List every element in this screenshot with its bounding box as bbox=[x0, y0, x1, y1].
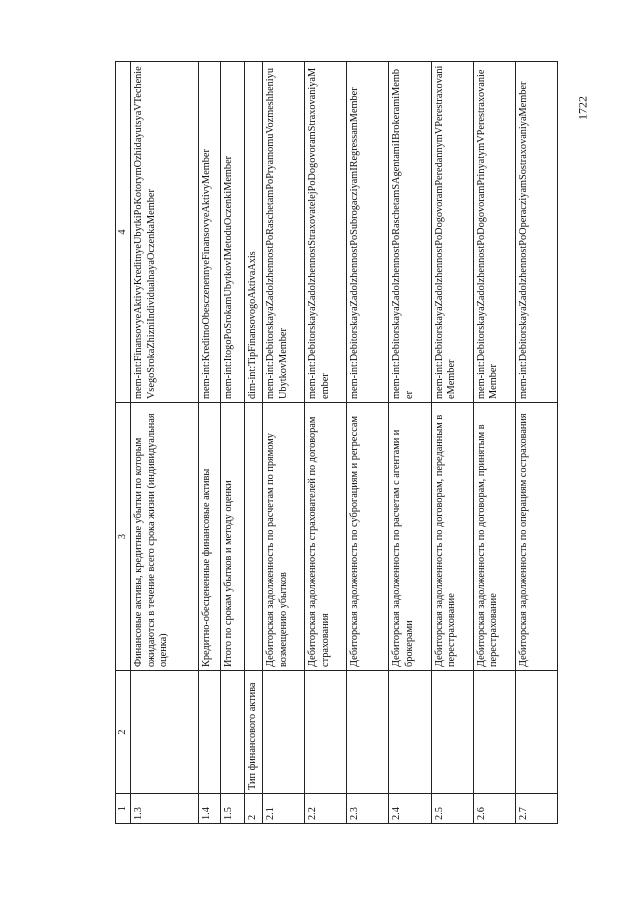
row-code-cell: mem-int:DebitorskayaZadolzhennostPoOperacziyamSostraxovaniyaMember bbox=[515, 62, 557, 403]
row-number-cell: 1.3 bbox=[131, 794, 199, 824]
row-code-cell: mem-int:DebitorskayaZadolzhennostPoRaschetamPoPryamomuVozmeshheniyuUbytkovMember bbox=[263, 62, 305, 403]
table-row bbox=[263, 62, 305, 824]
row-code-cell: mem-int:ItogoPoSrokamUbytkovIMetoduOczenkiMember bbox=[220, 62, 245, 403]
row-description-cell: Дебиторская задолженность по суброгациям и регрессам bbox=[347, 403, 389, 671]
row-description-cell: Дебиторская задолженность по договорам, переданным в перестрахование bbox=[431, 403, 473, 671]
row-number-cell: 2.5 bbox=[431, 794, 473, 824]
row-group-cell bbox=[220, 671, 245, 794]
row-number-cell: 2.7 bbox=[515, 794, 557, 824]
table-row bbox=[305, 62, 347, 824]
header-col-1: 1 bbox=[116, 794, 131, 824]
table-row bbox=[431, 62, 473, 824]
row-description-cell: Итого по срокам убытков и методу оценки bbox=[220, 403, 245, 671]
row-group-cell bbox=[263, 671, 305, 794]
row-number-cell: 2 bbox=[245, 794, 263, 824]
row-description-cell: Дебиторская задолженность по операциям сострахования bbox=[515, 403, 557, 671]
header-row bbox=[116, 62, 131, 824]
row-description-cell: Кредитно-обесцененные финансовые активы bbox=[199, 403, 221, 671]
table-row bbox=[199, 62, 221, 824]
row-group-cell bbox=[515, 671, 557, 794]
row-number-cell: 1.5 bbox=[220, 794, 245, 824]
row-number-cell: 2.4 bbox=[389, 794, 431, 824]
row-code-cell: mem-int:DebitorskayaZadolzhennostPoRaschetamSAgentamiIBrokeramiMember bbox=[389, 62, 431, 403]
row-description-cell: Дебиторская задолженность страхователей по договорам страхования bbox=[305, 403, 347, 671]
row-code-cell: mem-int:DebitorskayaZadolzhennostPoDogovoramPrinyatymVPerestraxovanieMember bbox=[473, 62, 515, 403]
row-code-cell: mem-int:DebitorskayaZadolzhennostPoSubrogacziyamIRegressamMember bbox=[347, 62, 389, 403]
table-row bbox=[347, 62, 389, 824]
row-group-cell bbox=[347, 671, 389, 794]
table-row bbox=[473, 62, 515, 824]
row-description-cell: Дебиторская задолженность по договорам, принятым в перестрахование bbox=[473, 403, 515, 671]
row-number-cell: 2.1 bbox=[263, 794, 305, 824]
row-number-cell: 2.6 bbox=[473, 794, 515, 824]
row-group-cell bbox=[131, 671, 199, 794]
header-col-3: 3 bbox=[116, 403, 131, 671]
row-group-cell bbox=[389, 671, 431, 794]
row-group-cell bbox=[431, 671, 473, 794]
row-group-cell bbox=[473, 671, 515, 794]
row-number-cell: 1.4 bbox=[199, 794, 221, 824]
header-col-2: 2 bbox=[116, 671, 131, 794]
table-row bbox=[220, 62, 245, 824]
table-row bbox=[245, 62, 263, 824]
rotated-table-container bbox=[115, 62, 558, 824]
row-code-cell: mem-int:KreditnoObesczenennyeFinansovyeAktivyMember bbox=[199, 62, 221, 403]
row-description-cell: Финансовые активы, кредитные убытки по которым ожидаются в течение всего срока жизни (индивидуальная оценка) bbox=[131, 403, 199, 671]
row-number-cell: 2.3 bbox=[347, 794, 389, 824]
row-group-cell bbox=[305, 671, 347, 794]
row-description-cell: Дебиторская задолженность по расчетам по прямому возмещению убытков bbox=[263, 403, 305, 671]
row-code-cell: mem-int:DebitorskayaZadolzhennostPoDogovoramPeredannymVPerestraxovanieMember bbox=[431, 62, 473, 403]
row-code-cell: mem-int:FinansovyeAktivyKreditnyeUbytkiPoKotorymOzhidayutsyaVTechenieVsegoSrokaZhizniIndividualnayaOczenkaMember bbox=[131, 62, 199, 403]
classification-table bbox=[115, 61, 558, 824]
table-row bbox=[389, 62, 431, 824]
table-row bbox=[515, 62, 557, 824]
row-code-cell: dim-int:TipFinansovogoAktivaAxis bbox=[245, 62, 263, 403]
page-number: 1722 bbox=[575, 96, 590, 120]
row-group-cell bbox=[199, 671, 221, 794]
table-row bbox=[131, 62, 199, 824]
header-col-4: 4 bbox=[116, 62, 131, 403]
row-group-cell: Тип финансового актива bbox=[245, 671, 263, 794]
row-description-cell: Дебиторская задолженность по расчетам с агентами и брокерами bbox=[389, 403, 431, 671]
row-number-cell: 2.2 bbox=[305, 794, 347, 824]
row-code-cell: mem-int:DebitorskayaZadolzhennostStraxovatelejPoDogovoramStraxovaniyaMember bbox=[305, 62, 347, 403]
row-description-cell bbox=[245, 403, 263, 671]
